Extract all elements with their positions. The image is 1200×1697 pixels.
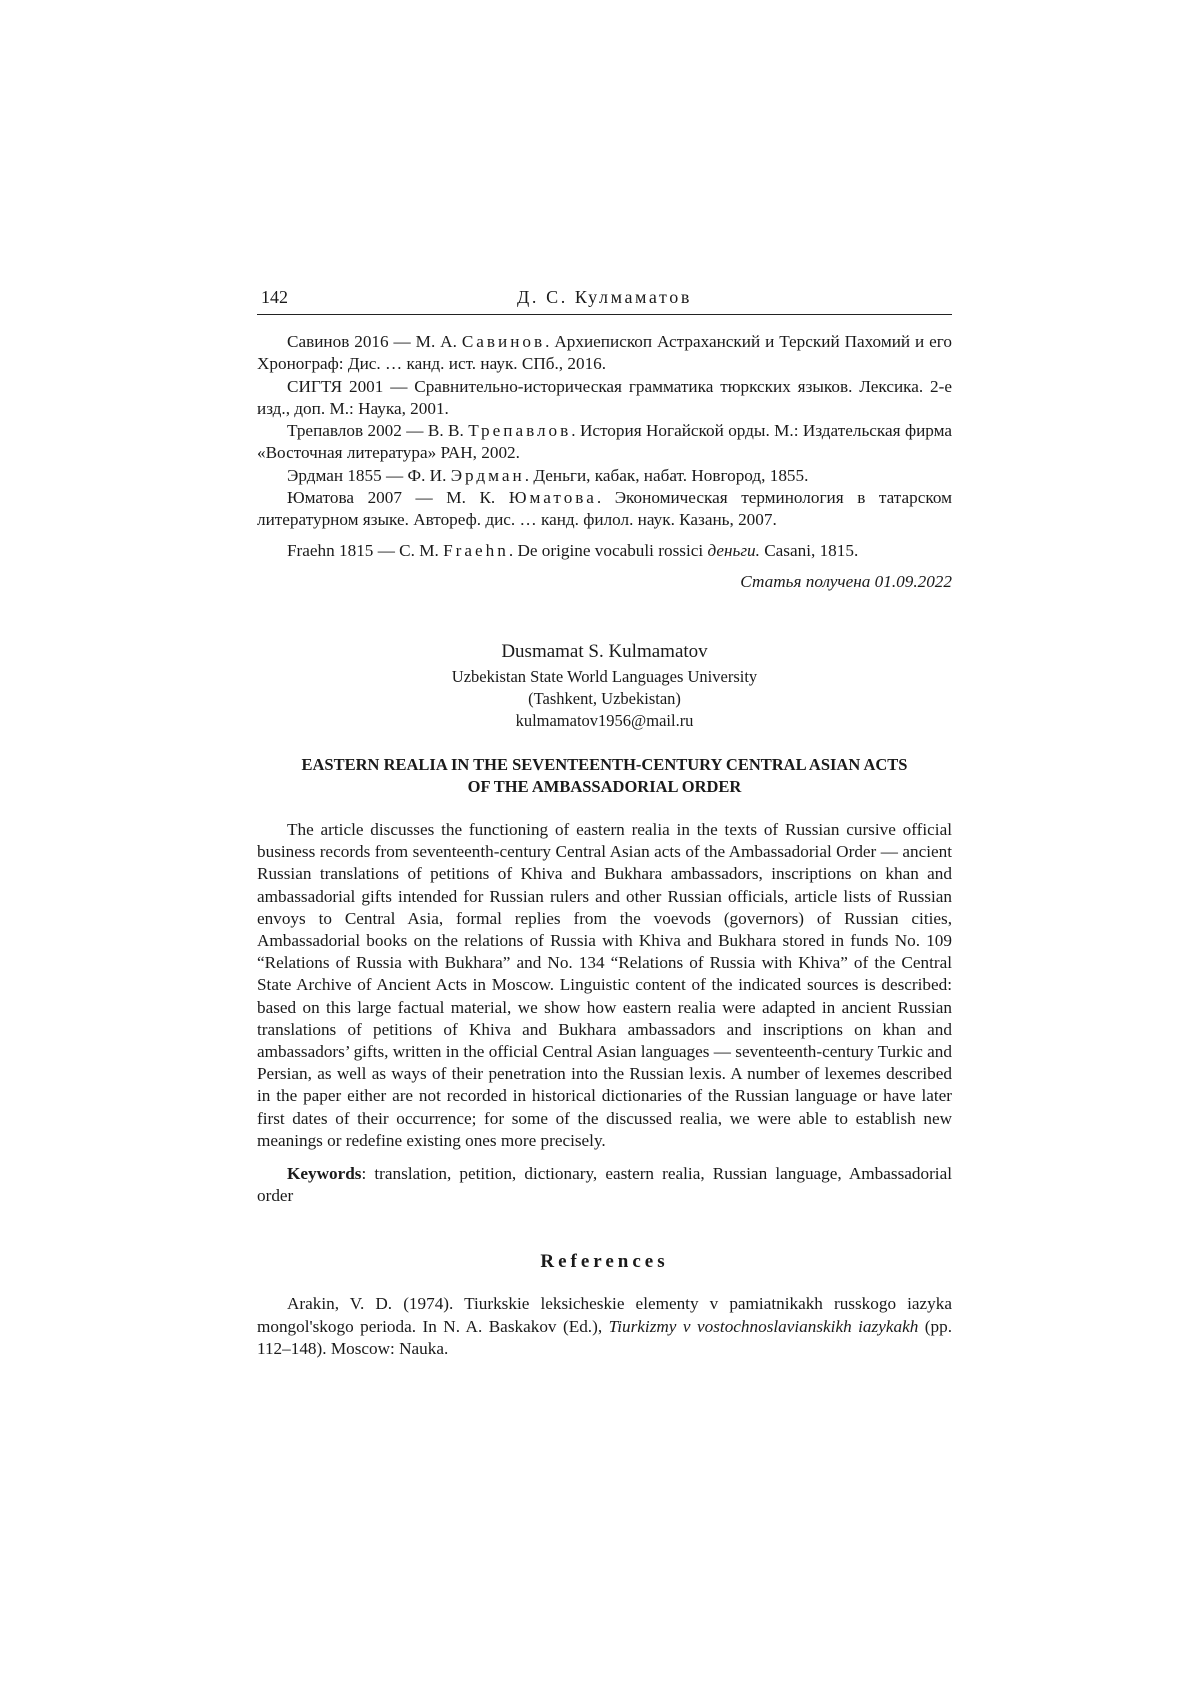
references-heading: References xyxy=(540,1251,669,1273)
reference-author: Савинов xyxy=(461,332,546,351)
journal-page xyxy=(257,284,952,1360)
reference-entry: СИГТЯ 2001 — Сравнительно-историческая грамматика тюркских языков. Лексика. 2-е изд., доп. М.: Наука, 2001. xyxy=(257,376,952,418)
reference-author: Юматова xyxy=(508,488,597,508)
article-title: EASTERN REALIA IN THE SEVENTEENTH-CENTURY CENTRAL ASIAN ACTS OF THE AMBASSADORIAL ORDER xyxy=(301,754,908,796)
reference-entry: Эрдман 1855 — Ф. И. Эрдман. Деньги, кабак, набат. Новгород, 1855. xyxy=(287,465,809,485)
running-header xyxy=(257,284,952,315)
reference-entry: Трепавлов 2002 — В. В. Трепавлов. История Ногайской орды. М.: Издательская фирма «Восточная литература» РАН, 2002. xyxy=(257,421,953,463)
keywords-label: Keywords xyxy=(287,1164,362,1184)
author-name: Dusmamat S. Kulmamatov xyxy=(501,640,708,662)
reference-author: Трепавлов xyxy=(468,421,572,441)
author-location: (Tashkent, Uzbekistan) xyxy=(528,688,681,708)
reference-entry: Юматова 2007 — М. К. Юматова. Экономическая терминология в татарском литературном языке. Автореф. дис. … канд. филол. наук. Казань, 2007. xyxy=(257,488,952,530)
reference-entry: Савинов 2016 — М. А. Савинов. Архиепископ Астраханский и Терский Пахомий и его Хронограф: Дис. … канд. ист. наук. СПб., 2016. xyxy=(257,332,952,374)
english-references xyxy=(257,1293,952,1360)
reference-author: Эрдман xyxy=(450,465,525,485)
russian-references xyxy=(257,331,952,562)
running-author: Д. С. Кулмаматов xyxy=(517,287,692,307)
reference-author: Fraehn xyxy=(443,540,509,560)
author-email: kulmamatov1956@mail.ru xyxy=(515,710,694,730)
reference-entry: Arakin, V. D. (1974). Tiurkskie leksicheskie elementy v pamiatnikakh russkogo iazyka mongol'skogo perioda. In N. A. Baskakov (Ed.), Tiurkizmy v vostochnoslavianskikh iazykakh (pp. 112–148). Moscow: Nauka. xyxy=(257,1294,952,1359)
abstract-text: The article discusses the functioning of eastern realia in the texts of Russian cursive official business records from seventeenth-century Central Asian acts of the Ambassadorial Order — ancient Russian translations of petitions of Khiva and Bukhara ambassadors, inscriptions on khan and ambassadorial gifts intended for Russian rulers and other Russian officials, article lists of Russian envoys to Central Asia, formal replies from the voevods (governors) of Russian cities, Ambassadorial books on the relations of Russia with Khiva and Bukhara stored in funds No. 109 “Relations of Russia with Bukhara” and No. 134 “Relations of Russia with Khiva” of the Central State Archive of Ancient Acts in Moscow. Linguistic content of the indicated sources is described: based on this large factual material, we show how eastern realia were adapted in ancient Russian translations of petitions of Khiva and Bukhara ambassadors and inscriptions on khan and ambassadors’ gifts, written in the official Central Asian languages — seventeenth-century Turkic and Persian, as well as ways of their penetration into the Russian lexis. A number of lexemes described in the paper either are not recorded in historical dictionaries of the Russian language or have later first dates of their occurrence; for some of the discussed realia, we were able to establish new meanings or redefine existing ones more precisely. xyxy=(257,819,952,1150)
reference-entry-latin: Fraehn 1815 — C. M. Fraehn. De origine vocabuli rossici деньги. Casani, 1815. xyxy=(287,540,859,560)
received-date: Статья получена 01.09.2022 xyxy=(740,571,952,591)
abstract xyxy=(257,819,952,1207)
page-number: 142 xyxy=(261,287,288,307)
author-affiliation: Uzbekistan State World Languages University xyxy=(451,666,758,686)
keywords: Keywords: translation, petition, dictionary, eastern realia, Russian language, Ambassadorial order xyxy=(257,1164,952,1206)
author-block xyxy=(257,638,952,732)
